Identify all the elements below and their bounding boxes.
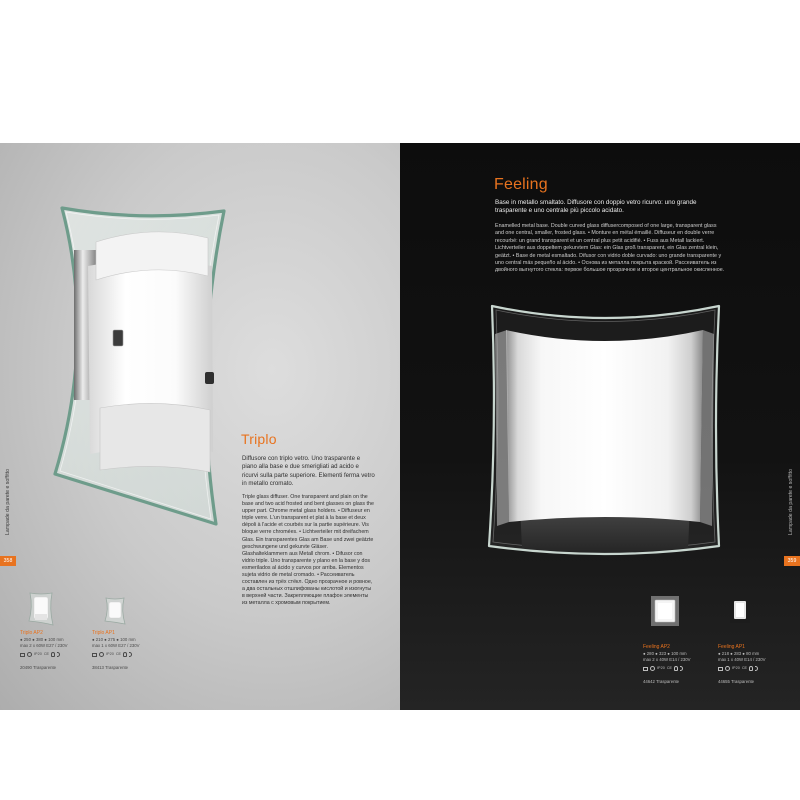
triplo-glass-clip-left <box>113 330 123 346</box>
energy-label-icon <box>20 653 25 657</box>
description-italian-triplo: Diffusore con triplo vetro. Uno trasparente e piano alla base e due smerigliati ad acido e ricurvi sulla parte superiore. Elementi ferma vetro in metallo cromato. <box>242 455 375 488</box>
page-number-left: 358 <box>0 556 16 566</box>
energy-label-icon <box>643 667 648 671</box>
ce-mark: CE <box>43 652 50 657</box>
variant-lamp: max 2 x 40W E14 / 230V <box>643 657 691 663</box>
dimmer-icon <box>680 666 683 671</box>
variant-triplo-ap1 <box>92 630 154 672</box>
ce-mark: CE <box>666 666 673 671</box>
class-ii-icon <box>725 666 730 671</box>
variant-dimensions: ● 210 ● 275 ● 100 mm <box>92 637 136 642</box>
thumbnail-triplo-ap1 <box>104 596 126 626</box>
thumbnail-feeling-ap2 <box>651 596 679 626</box>
ip-rating: IP20 <box>106 652 114 657</box>
description-multilingual-triplo: Triple glass diffuser. One transparent and plain on the base and two acid frosted and bent glasses on glass the upper part. Chrome metal glass holders. • Diffuseur en triple verre. L'un transparent et plat à la base et deux dépoli à l'acide et courbés sur la partie supérieure. Vis bloque verre chromées. • Lichtverteiler mit dreifachem Glas. Ein transparentes Glas am Base und zwei geätzte geschwungene und gekurvte Gläser. Glashalteklammern aus Metall chrom. • Difusor con vidrio triple. Uno transparente y plano en la base y dos esmerilados al ácido y curvos por arriba. Elementos sujeta vidrio de metal cromado. • Рассеиватель составлен из трёх стёкл. Одно прозрачное и ровное, а два остальных отшлифованы кислотой и изогнуты в верхней части. Закрепляющие плафон элементы из металла с хромовым покрытием. <box>242 494 374 607</box>
variant-name: Feeling AP1 <box>718 644 745 650</box>
feeling-side-glass-left <box>495 330 509 526</box>
variant-lamp: max 1 x 60W E27 / 230V <box>92 643 140 649</box>
bulb-icon <box>123 652 127 657</box>
section-label-right: Lampade da parete e soffitto <box>788 469 794 535</box>
variant-triplo-ap2 <box>20 630 82 672</box>
bulb-icon <box>674 666 678 671</box>
class-ii-icon <box>99 652 104 657</box>
ce-mark: CE <box>115 652 122 657</box>
variant-lamp: max 2 x 60W E27 / 230V <box>20 643 68 649</box>
spec-icons-row <box>92 651 154 658</box>
ip-rating: IP20 <box>34 652 42 657</box>
energy-label-icon <box>718 667 723 671</box>
spec-icons-row <box>718 665 780 672</box>
variant-dimensions: ● 218 ● 283 ● 80 mm <box>718 651 760 656</box>
description-italian-feeling: Base in metallo smaltato. Diffusore con doppio vetro ricurvo: uno grande trasparente e uno centrale più piccolo acidato. <box>495 199 697 215</box>
variant-feeling-ap2 <box>643 644 705 686</box>
variant-code: 38413 Trasparente <box>92 665 129 671</box>
variant-name: Triplo AP2 <box>20 630 43 636</box>
spec-icons-row <box>20 651 82 658</box>
variant-name: Triplo AP1 <box>92 630 115 636</box>
product-title-triplo: Triplo <box>241 431 277 447</box>
class-ii-icon <box>27 652 32 657</box>
energy-label-icon <box>92 653 97 657</box>
ip-rating: IP20 <box>657 666 665 671</box>
section-label-left: Lampade da parete e soffitto <box>5 469 11 535</box>
variant-code: 44642 Trasparente <box>643 679 680 685</box>
ce-mark: CE <box>741 666 748 671</box>
feeling-frosted-panel <box>506 330 703 522</box>
thumbnail-feeling-ap1 <box>730 597 750 623</box>
thumbnail-triplo-ap2 <box>27 591 55 627</box>
bulb-icon <box>51 652 55 657</box>
dimmer-icon <box>129 652 132 657</box>
spec-icons-row <box>643 665 705 672</box>
dimmer-icon <box>755 666 758 671</box>
variant-code: 20490 Trasparente <box>20 665 57 671</box>
description-multilingual-feeling: Enamelled metal base. Double curved glass diffusercomposed of one large, transparent glass and one central, smaller, frosted glass. • Monture en métal émaillé. Diffuseur en double verre recourbé: un grand transparent et un central plus petit acidifié. • Fuss aus Metall lackiert. Lichtverteiler aus doppeltem gekurvtem Glas: ein Glas groß transparent, ein Glas zentral klein, geätzt. • Base de metal esmaltado. Difusor con vidrio doble curvado: uno grande transparente y uno central más pequeño al ácido. • Основа из металла покрыта краской. Рассеиватель из двойного выгнутого стекла: первое большое прозрачное и второе центральное окисленное. <box>495 223 725 274</box>
variant-code: 44655 Trasparente <box>718 679 755 685</box>
variant-dimensions: ● 250 ● 380 ● 100 mm <box>20 637 64 642</box>
variant-feeling-ap1 <box>718 644 780 686</box>
triplo-frosted-bottom <box>100 403 210 472</box>
triplo-lamp-photo <box>48 198 230 532</box>
variant-dimensions: ● 280 ● 323 ● 100 mm <box>643 651 687 656</box>
page-number-right: 359 <box>784 556 800 566</box>
variant-lamp: max 1 x 40W E14 / 230V <box>718 657 766 663</box>
variant-name: Feeling AP2 <box>643 644 670 650</box>
dimmer-icon <box>57 652 60 657</box>
class-ii-icon <box>650 666 655 671</box>
feeling-lamp-photo <box>484 298 726 564</box>
triplo-glass-clip-right <box>205 372 214 384</box>
bulb-icon <box>749 666 753 671</box>
ip-rating: IP20 <box>732 666 740 671</box>
product-title-feeling: Feeling <box>494 176 548 193</box>
